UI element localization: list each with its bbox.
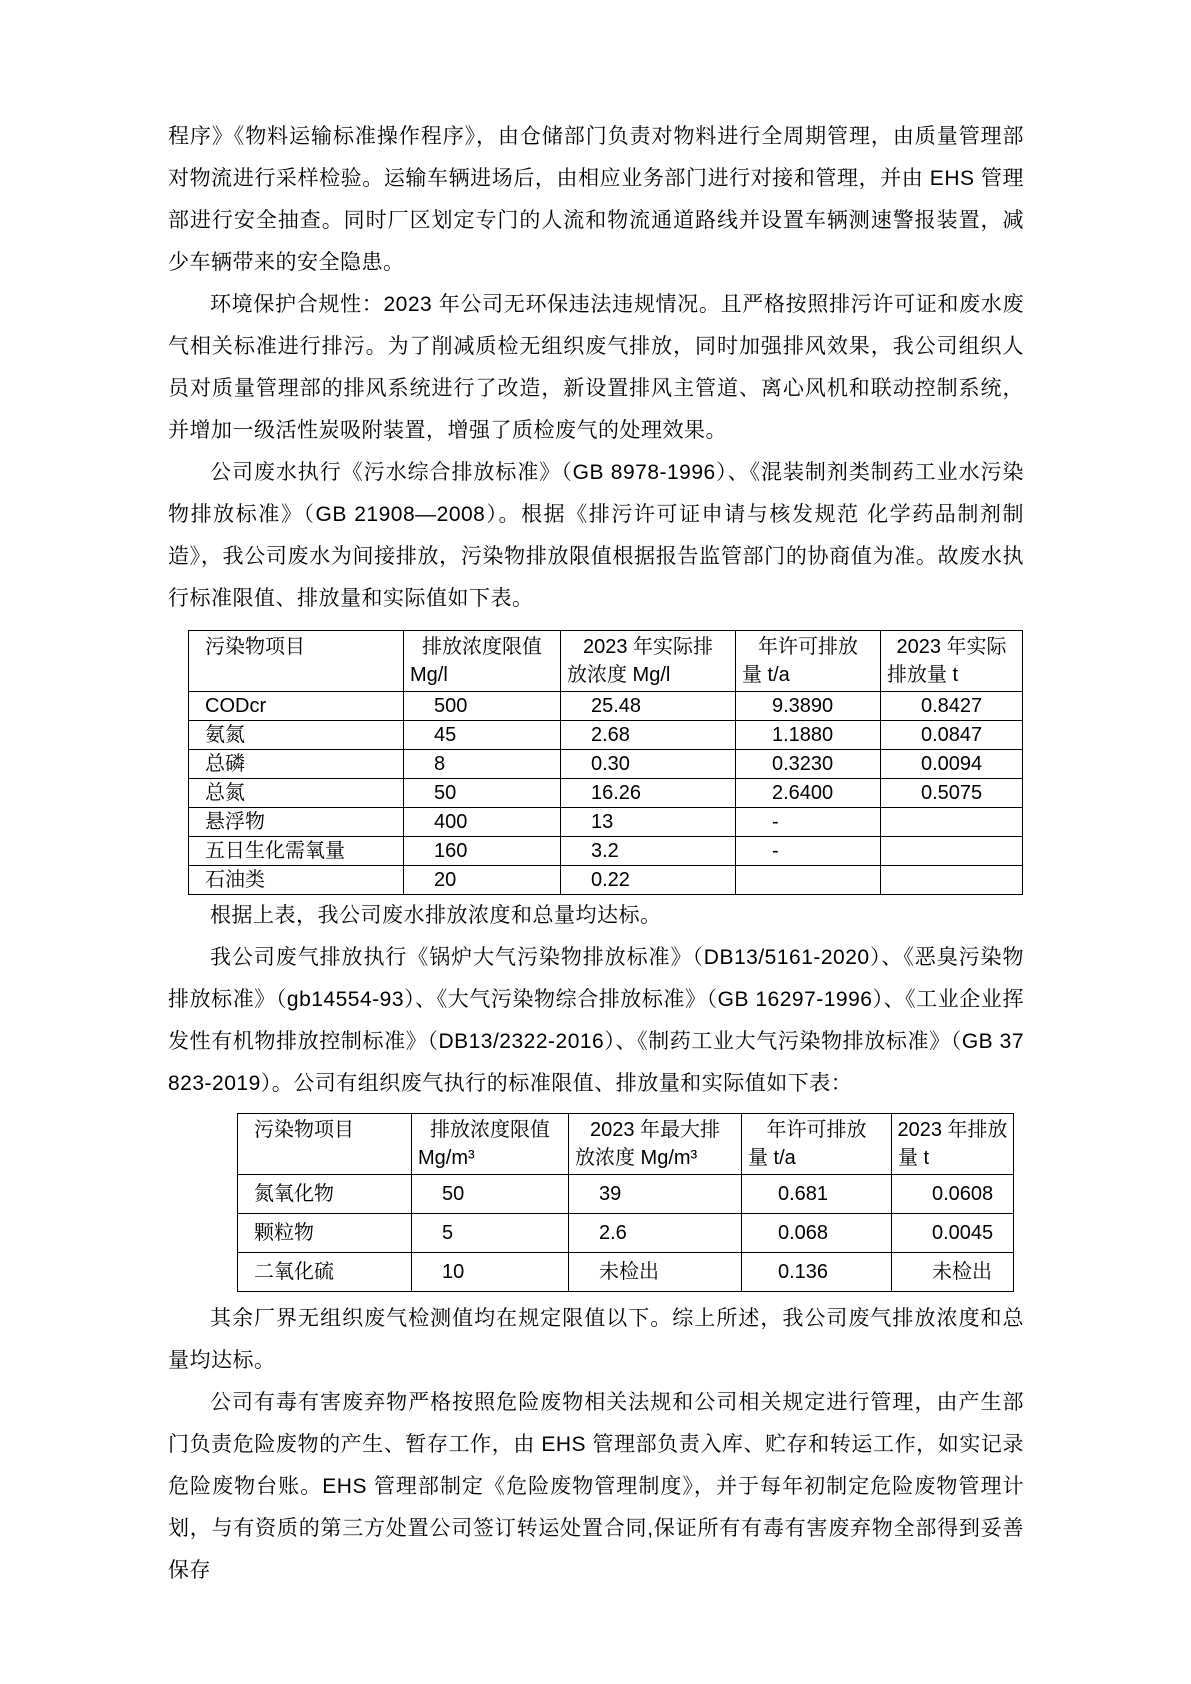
paragraph-logistics-management: 程序》《物料运输标准操作程序》，由仓储部门负责对物料进行全周期管理，由质量管理部对物流进行采样检验。运输车辆进场后，由相应业务部门进行对接和管理，并由 EHS 管理部进行安全抽查。同时厂区划定专门的人流和物流通道路线并设置车辆测速警报装置，减少车辆带来的安全隐患。 [168, 125, 1024, 274]
value-cell: 0.068 [742, 1214, 892, 1253]
value-cell: 25.48 [561, 692, 736, 721]
pollutant-name-cell: 总氮 [189, 779, 404, 808]
table-row [189, 837, 1023, 866]
value-cell [881, 837, 1023, 866]
value-cell: 0.8427 [881, 692, 1023, 721]
column-header: 年许可排放 量 t/a [736, 631, 881, 692]
column-header: 排放浓度限值 Mg/l [404, 631, 561, 692]
wastewater-table-body [189, 692, 1023, 895]
value-cell: 0.30 [561, 750, 736, 779]
value-cell: 39 [569, 1175, 742, 1214]
paragraph-wastewater-conclusion: 根据上表，我公司废水排放浓度和总量均达标。 [210, 904, 662, 927]
pollutant-name-cell: 颗粒物 [238, 1214, 412, 1253]
pollutant-name-cell: 总磷 [189, 750, 404, 779]
column-header: 2023 年最大排 放浓度 Mg/m³ [569, 1114, 742, 1175]
header-row [238, 1114, 1014, 1175]
value-cell: 20 [404, 866, 561, 895]
pollutant-name-cell: 五日生化需氧量 [189, 837, 404, 866]
exhaust-emission-table [237, 1113, 1014, 1292]
value-cell: 45 [404, 721, 561, 750]
table-row [189, 692, 1023, 721]
value-cell: 1.1880 [736, 721, 881, 750]
value-cell: 8 [404, 750, 561, 779]
value-cell: 3.2 [561, 837, 736, 866]
column-header: 排放浓度限值 Mg/m³ [412, 1114, 569, 1175]
value-cell: - [736, 808, 881, 837]
pollutant-name-cell: 氨氮 [189, 721, 404, 750]
value-cell: 0.0847 [881, 721, 1023, 750]
value-cell: 0.22 [561, 866, 736, 895]
value-cell [881, 808, 1023, 837]
value-cell: - [736, 837, 881, 866]
value-cell: 2.68 [561, 721, 736, 750]
value-cell: 0.0045 [892, 1214, 1014, 1253]
table-row [238, 1175, 1014, 1214]
value-cell: 0.0094 [881, 750, 1023, 779]
value-cell: 未检出 [569, 1253, 742, 1292]
column-header: 污染物项目 [238, 1114, 412, 1175]
table-row [189, 721, 1023, 750]
value-cell [881, 866, 1023, 895]
table-row [189, 779, 1023, 808]
column-header: 2023 年排放 量 t [892, 1114, 1014, 1175]
pollutant-name-cell: 二氧化硫 [238, 1253, 412, 1292]
value-cell: 0.681 [742, 1175, 892, 1214]
pollutant-name-cell: 石油类 [189, 866, 404, 895]
value-cell: 5 [412, 1214, 569, 1253]
pollutant-name-cell: 氮氧化物 [238, 1175, 412, 1214]
table-row [189, 750, 1023, 779]
value-cell [736, 866, 881, 895]
table-row [189, 808, 1023, 837]
exhaust-table-header [238, 1114, 1014, 1175]
table-row [189, 866, 1023, 895]
paragraph-hazardous-waste: 公司有毒有害废弃物严格按照危险废物相关法规和公司相关规定进行管理，由产生部门负责危险废物的产生、暂存工作，由 EHS 管理部负责入库、贮存和转运工作，如实记录危险废物台账。EHS 管理部制定《危险废物管理制度》，并于每年初制定危险废物管理计划，与有资质的第三方处置公司签订转运处置合同,保证所有有毒有害废弃物全部得到妥善保存 [168, 1391, 1024, 1582]
wastewater-emission-table [188, 630, 1023, 895]
value-cell: 160 [404, 837, 561, 866]
paragraph-wastewater-standards: 公司废水执行《污水综合排放标准》（GB 8978-1996）、《混装制剂类制药工业水污染物排放标准》（GB 21908—2008）。根据《排污许可证申请与核发规范 化学药品制剂制造》，我公司废水为间接排放，污染物排放限值根据报告监管部门的协商值为准。故废水执行标准限值、排放量和实际值如下表。 [168, 461, 1024, 610]
value-cell: 50 [404, 779, 561, 808]
pollutant-name-cell: 悬浮物 [189, 808, 404, 837]
value-cell: 10 [412, 1253, 569, 1292]
value-cell: 0.3230 [736, 750, 881, 779]
value-cell: 0.5075 [881, 779, 1023, 808]
paragraph-environmental-compliance: 环境保护合规性：2023 年公司无环保违法违规情况。且严格按照排污许可证和废水废气相关标准进行排污。为了削减质检无组织废气排放，同时加强排风效果，我公司组织人员对质量管理部的排风系统进行了改造，新设置排风主管道、离心风机和联动控制系统，并增加一级活性炭吸附装置，增强了质检废气的处理效果。 [168, 293, 1024, 442]
value-cell: 50 [412, 1175, 569, 1214]
column-header: 年许可排放 量 t/a [742, 1114, 892, 1175]
value-cell: 未检出 [892, 1253, 1014, 1292]
value-cell: 0.136 [742, 1253, 892, 1292]
value-cell: 500 [404, 692, 561, 721]
value-cell: 2.6400 [736, 779, 881, 808]
column-header: 2023 年实际排 放浓度 Mg/l [561, 631, 736, 692]
value-cell: 400 [404, 808, 561, 837]
wastewater-table-header [189, 631, 1023, 692]
header-row [189, 631, 1023, 692]
value-cell: 2.6 [569, 1214, 742, 1253]
value-cell: 0.0608 [892, 1175, 1014, 1214]
value-cell: 16.26 [561, 779, 736, 808]
pollutant-name-cell: CODcr [189, 692, 404, 721]
column-header: 2023 年实际 排放量 t [881, 631, 1023, 692]
value-cell: 13 [561, 808, 736, 837]
column-header: 污染物项目 [189, 631, 404, 692]
table-row [238, 1214, 1014, 1253]
paragraph-exhaust-conclusion: 其余厂界无组织废气检测值均在规定限值以下。综上所述，我公司废气排放浓度和总量均达标。 [168, 1307, 1024, 1372]
exhaust-table-body [238, 1175, 1014, 1292]
paragraph-exhaust-standards: 我公司废气排放执行《锅炉大气污染物排放标准》（DB13/5161-2020）、《恶臭污染物排放标准》（gb14554-93）、《大气污染物综合排放标准》（GB 16297-1996）、《工业企业挥发性有机物排放控制标准》（DB13/2322-2016）、《制药工业大气污染物排放标准》（GB 37823-2019）。公司有组织废气执行的标准限值、排放量和实际值如下表： [168, 946, 1024, 1095]
table-row [238, 1253, 1014, 1292]
value-cell: 9.3890 [736, 692, 881, 721]
